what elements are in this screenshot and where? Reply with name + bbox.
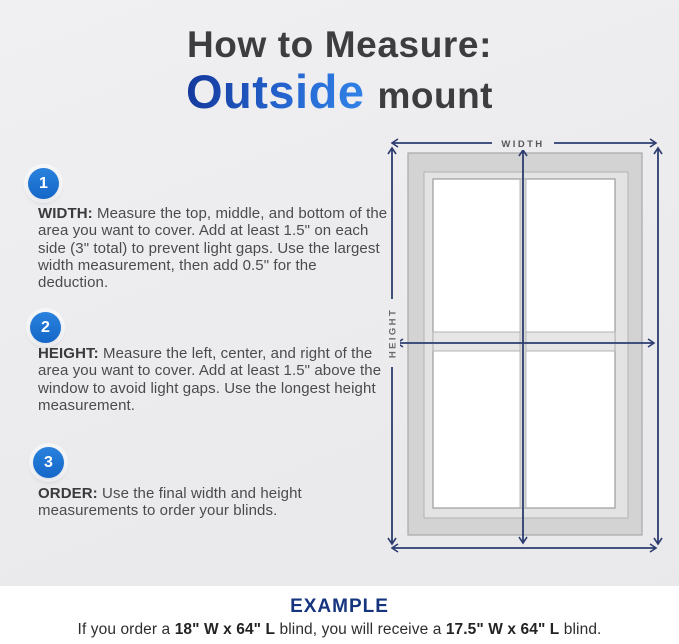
- title-outside-highlight: Outside: [186, 64, 365, 118]
- example-sentence: [0, 621, 679, 639]
- width-label: WIDTH: [501, 139, 545, 150]
- step-2-badge: 2: [30, 312, 61, 343]
- example-section: [0, 586, 679, 644]
- step-2-body: Measure the left, center, and right of the area you want to cover. Add at least 1.5" above the window to avoid light gaps. Use the longest height measurement.: [38, 345, 382, 414]
- title-mount-text: mount: [377, 74, 493, 116]
- step-2-text: [38, 345, 396, 414]
- page-title: [0, 24, 679, 118]
- step-1-label: WIDTH:: [38, 205, 93, 222]
- step-1-badge: 1: [28, 168, 59, 199]
- step-3-label: ORDER:: [38, 485, 98, 502]
- example-suffix: blind.: [559, 621, 602, 638]
- step-3-badge: 3: [33, 447, 64, 478]
- example-order-size: 18" W x 64" L: [174, 621, 276, 638]
- step-3-text: [38, 485, 378, 520]
- example-heading: EXAMPLE: [290, 596, 389, 617]
- title-line-2: [0, 64, 679, 118]
- example-prefix: If you order a: [77, 621, 175, 638]
- title-line-1: How to Measure:: [186, 24, 493, 65]
- example-receive-size: 17.5" W x 64" L: [445, 621, 560, 638]
- step-1-text: [38, 205, 390, 291]
- step-2-label: HEIGHT:: [38, 345, 99, 362]
- step-3-body: Use the final width and height measurements to order your blinds.: [38, 485, 302, 520]
- step-1-body: Measure the top, middle, and bottom of the area you want to cover. Add at least 1.5" on each side (3" total) to prevent light gaps. Use the largest width measurement, then add 0.5" for the deduction.: [38, 205, 388, 292]
- height-label: HEIGHT: [387, 307, 399, 359]
- example-middle: blind, you will receive a: [275, 621, 446, 638]
- window-measurement-diagram: [380, 128, 672, 588]
